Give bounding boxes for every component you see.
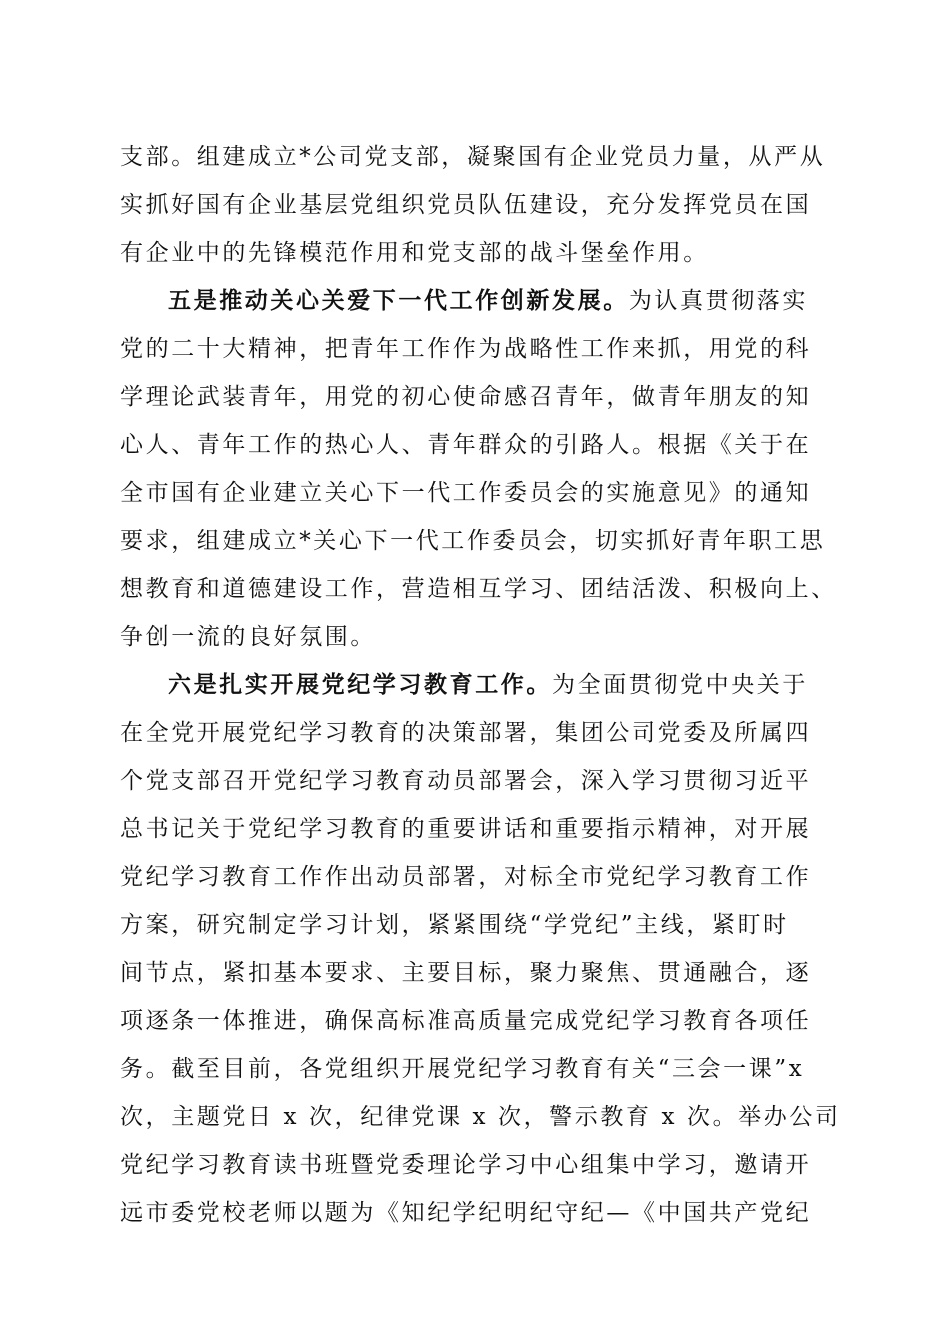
- text-line: 实抓好国有企业基层党组织党员队伍建设，充分发挥党员在国: [120, 192, 812, 218]
- text-line: 心人、青年工作的热心人、青年群众的引路人。根据《关于在: [120, 432, 812, 458]
- text-line: 党纪学习教育工作作出动员部署，对标全市党纪学习教育工作: [120, 864, 812, 890]
- text-line: 支部。组建成立*公司党支部，凝聚国有企业党员力量，从严从: [120, 144, 826, 170]
- text-line: 想教育和道德建设工作，营造相互学习、团结活泼、积极向上、: [120, 576, 837, 602]
- document-body: [120, 137, 841, 1226]
- text-line: 在全党开展党纪学习教育的决策部署，集团公司党委及所属四: [120, 720, 812, 746]
- text-line: 有企业中的先锋模范作用和党支部的战斗堡垒作用。: [120, 240, 709, 266]
- text-line: 全市国有企业建立关心下一代工作委员会的实施意见》的通知: [120, 480, 812, 506]
- text-line: 党的二十大精神，把青年工作作为战略性工作来抓，用党的科: [120, 336, 812, 362]
- text-line: 次，主题党日 x 次，纪律党课 x 次，警示教育 x 次。举办公司: [120, 1104, 841, 1130]
- section-6-heading: 六是扎实开展党纪学习教育工作。: [168, 671, 552, 698]
- section-5-heading: 五是推动关心关爱下一代工作创新发展。: [168, 287, 629, 314]
- text-line: 党纪学习教育读书班暨党委理论学习中心组集中学习，邀请开: [120, 1152, 812, 1178]
- section-6-first-line: [168, 665, 808, 705]
- section-5-text: 为认真贯彻落实: [628, 288, 809, 314]
- text-line: 要求，组建成立*关心下一代工作委员会，切实抓好青年职工思: [120, 528, 826, 554]
- text-line: 间节点，紧扣基本要求、主要目标，聚力聚焦、贯通融合，逐: [120, 960, 812, 986]
- section-6-text: 为全面贯彻党中央关于: [552, 672, 808, 698]
- text-line: 总书记关于党纪学习教育的重要讲话和重要指示精神，对开展: [120, 816, 812, 842]
- text-line: 争创一流的良好氛围。: [120, 624, 376, 650]
- text-line: 远市委党校老师以题为《知纪学纪明纪守纪—《中国共产党纪: [120, 1200, 812, 1226]
- text-line: 方案，研究制定学习计划，紧紧围绕“学党纪”主线，紧盯时: [120, 912, 789, 938]
- section-5-first-line: [168, 281, 808, 321]
- text-line: 务。截至目前，各党组织开展党纪学习教育有关“三会一课”x: [120, 1056, 805, 1082]
- text-line: 个党支部召开党纪学习教育动员部署会，深入学习贯彻习近平: [120, 768, 812, 794]
- text-line: 项逐条一体推进，确保高标准高质量完成党纪学习教育各项任: [120, 1008, 812, 1034]
- text-line: 学理论武装青年，用党的初心使命感召青年，做青年朋友的知: [120, 384, 812, 410]
